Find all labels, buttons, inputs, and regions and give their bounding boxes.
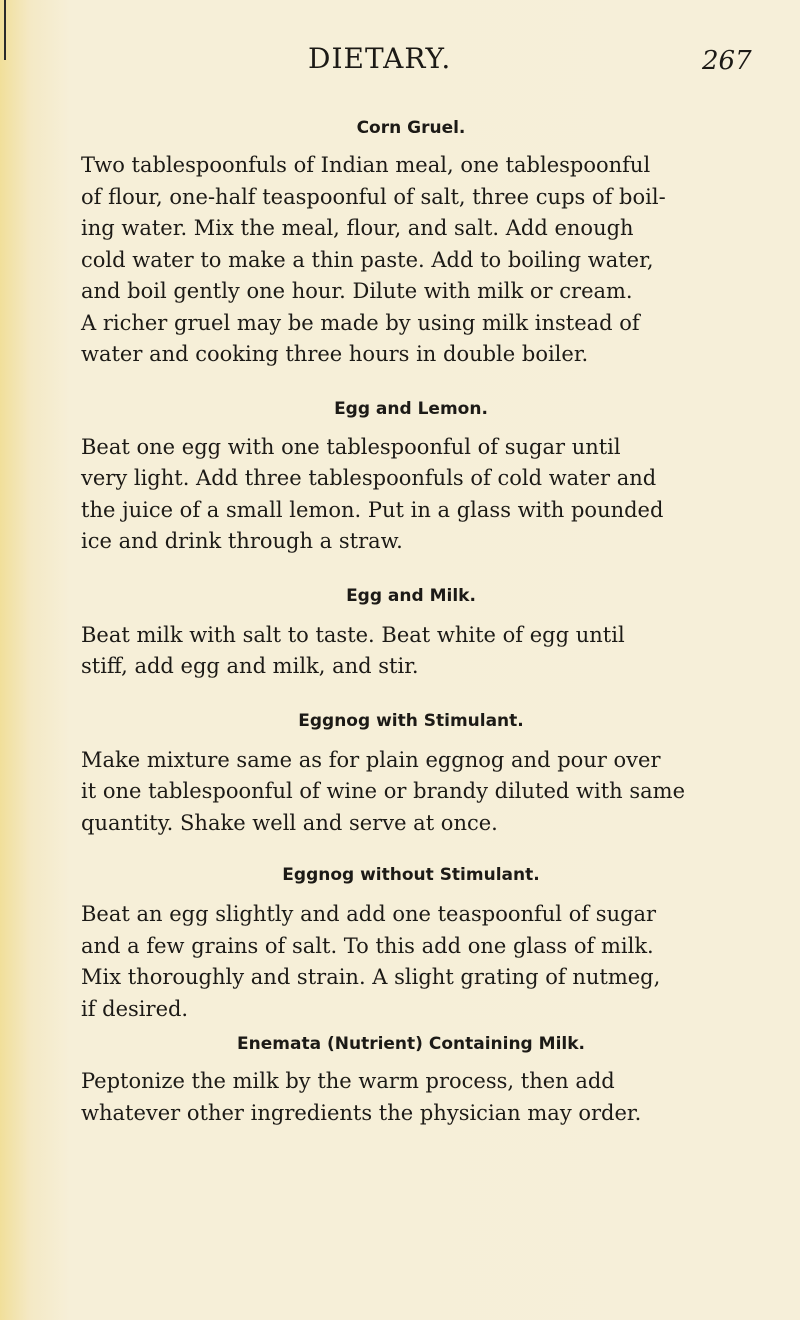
- text-line: whatever other ingredients the physician may order.: [81, 1100, 642, 1125]
- text-line: cold water to make a thin paste. Add to boiling water,: [81, 247, 654, 272]
- recipe-enemata-nutrient: [81, 1028, 741, 1129]
- text-line: Peptonize the milk by the warm process, then add: [81, 1069, 615, 1093]
- text-line: the juice of a small lemon. Put in a glass with pounded: [81, 497, 664, 522]
- text-line: if desired.: [81, 996, 189, 1021]
- running-head: [0, 38, 800, 88]
- recipe-body: [81, 432, 741, 558]
- recipe-title: Egg and Lemon.: [334, 398, 488, 419]
- text-line: Mix thoroughly and strain. A slight grating of nutmeg,: [81, 965, 661, 989]
- recipe-body: [81, 620, 741, 683]
- recipe-eggnog-without-stimulant: [81, 859, 741, 1025]
- recipe-body: [81, 150, 741, 371]
- text-line: Two tablespoonfuls of Indian meal, one tablespoonful: [81, 153, 651, 177]
- text-line: A richer gruel may be made by using milk instead of: [81, 310, 640, 335]
- recipe-egg-and-milk: [81, 580, 741, 683]
- recipe-eggnog-with-stimulant: [81, 705, 741, 840]
- text-line: and a few grains of salt. To this add one glass of milk.: [81, 933, 654, 958]
- running-head-title: DIETARY.: [308, 42, 452, 75]
- text-line: and boil gently one hour. Dilute with milk or cream.: [81, 279, 633, 303]
- recipe-corn-gruel: [81, 112, 741, 371]
- recipe-egg-and-lemon: [81, 393, 741, 558]
- text-line: quantity. Shake well and serve at once.: [81, 810, 498, 835]
- text-line: Beat milk with salt to taste. Beat white of egg until: [81, 622, 625, 647]
- text-line: ing water. Mix the meal, flour, and salt. Add enough: [81, 216, 634, 240]
- text-line: Beat one egg with one tablespoonful of sugar until: [81, 434, 621, 459]
- recipe-body: [81, 745, 741, 840]
- text-line: very light. Add three tablespoonfuls of cold water and: [81, 466, 657, 490]
- text-line: stiff, add egg and milk, and stir.: [81, 654, 419, 678]
- text-line: of flour, one-half teaspoonful of salt, three cups of boil-: [81, 184, 666, 209]
- recipe-title: Corn Gruel.: [356, 118, 466, 138]
- recipe-body: [81, 1066, 741, 1129]
- text-line: ice and drink through a straw.: [81, 529, 403, 553]
- page-number: 267: [702, 46, 752, 76]
- text-line: it one tablespoonful of wine or brandy diluted with same: [81, 779, 685, 803]
- recipe-body: [81, 899, 741, 1025]
- text-line: water and cooking three hours in double boiler.: [81, 342, 589, 366]
- page-content: [81, 110, 741, 1129]
- recipe-title: Eggnog without Stimulant.: [282, 865, 540, 885]
- recipe-title: Egg and Milk.: [346, 585, 476, 606]
- text-line: Beat an egg slightly and add one teaspoonful of sugar: [81, 902, 657, 926]
- recipe-title: Eggnog with Stimulant.: [298, 710, 524, 731]
- recipe-title: Enemata (Nutrient) Containing Milk.: [237, 1034, 585, 1054]
- text-line: Make mixture same as for plain eggnog and pour over: [81, 747, 661, 772]
